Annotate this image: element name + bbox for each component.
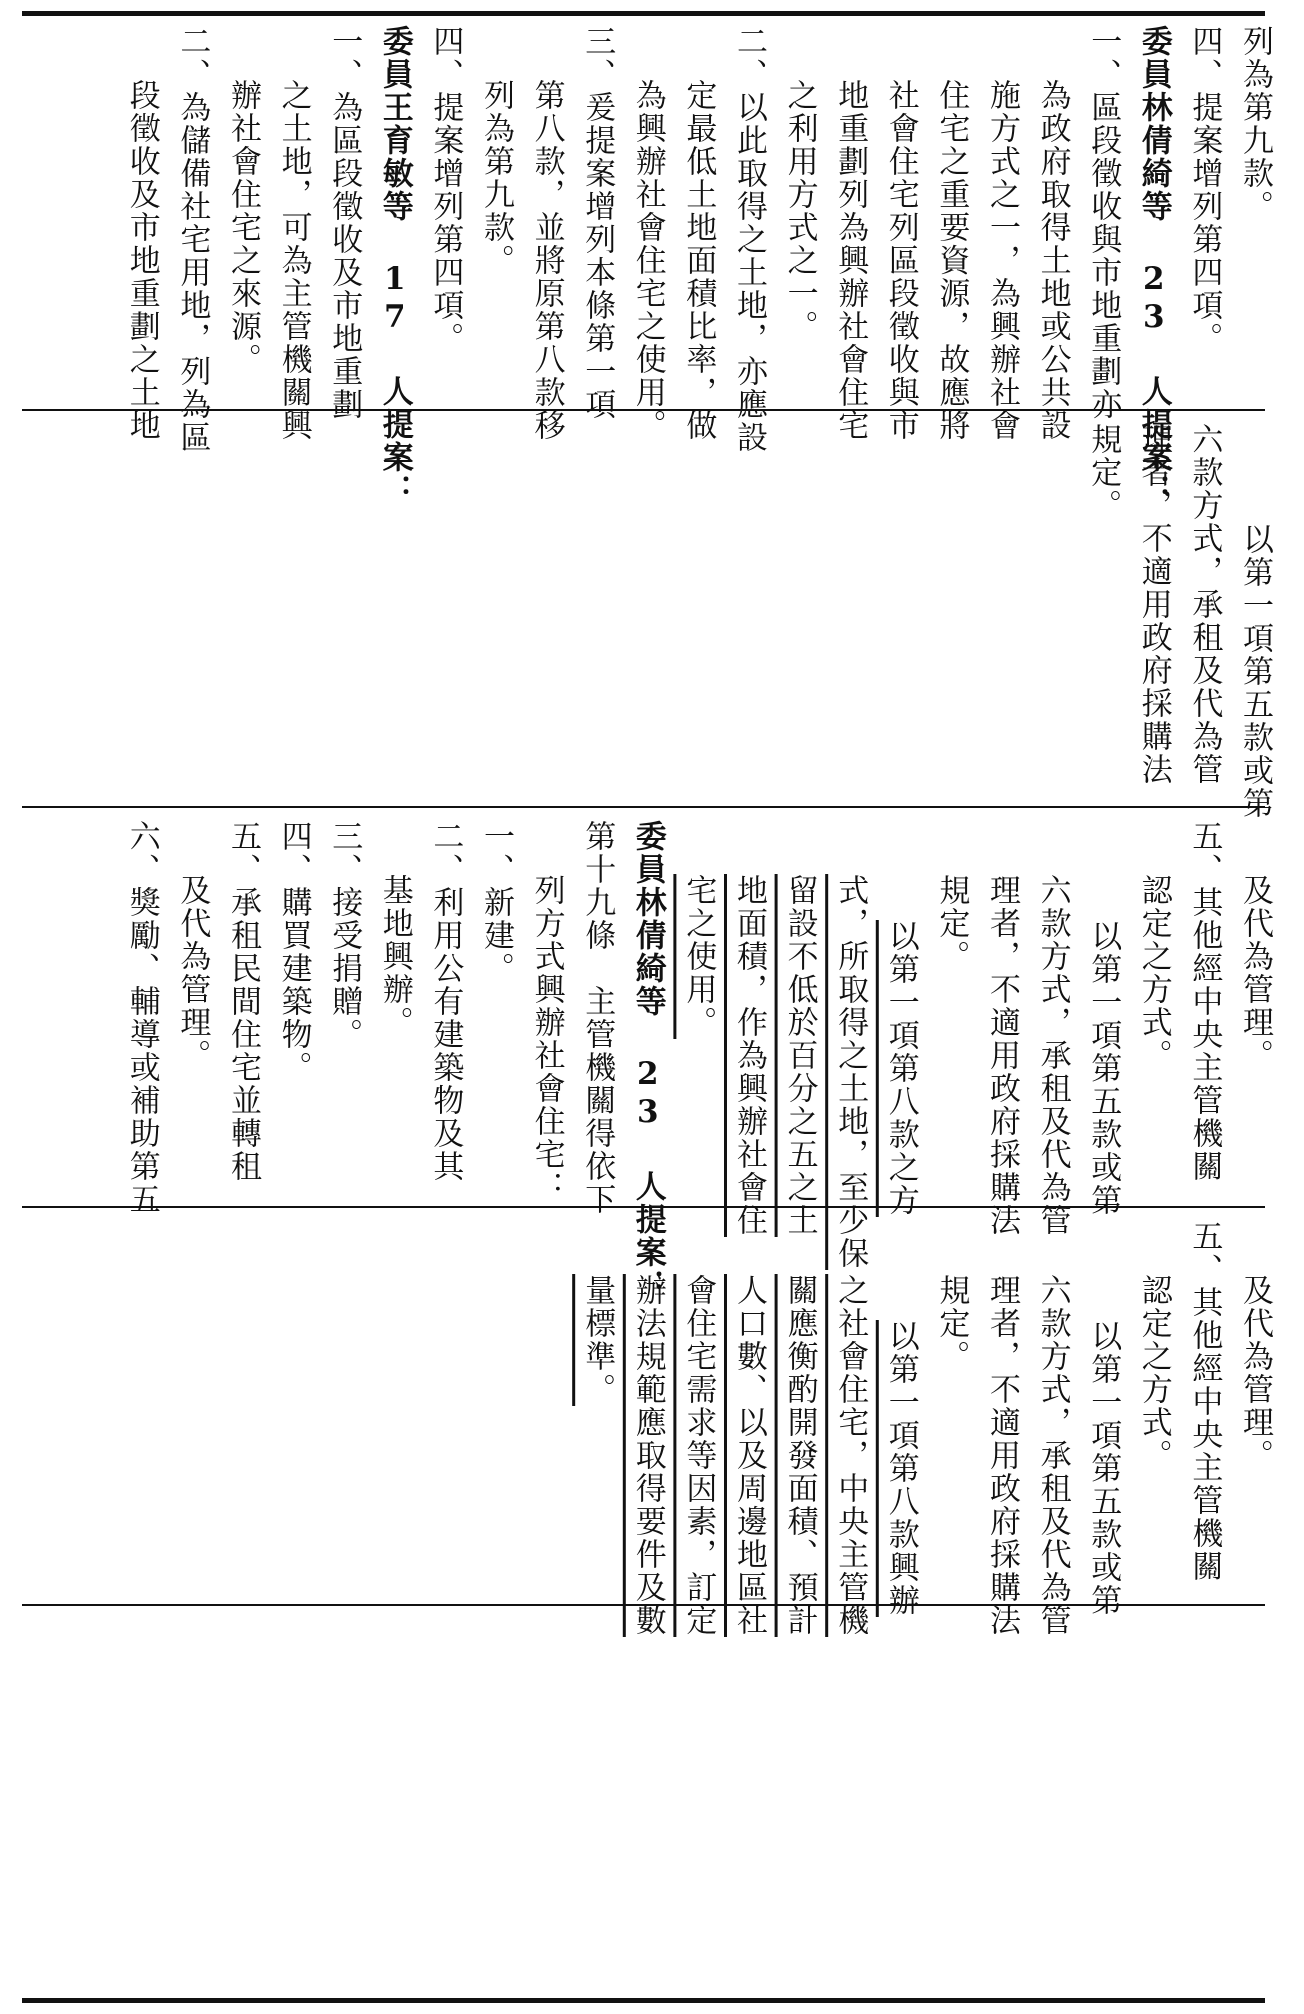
text-line: 六款方式，承租及代為管 bbox=[1186, 423, 1223, 786]
text-line: 列方式興辦社會住宅： bbox=[528, 874, 565, 1204]
text-column bbox=[977, 1220, 1027, 1637]
text-column bbox=[825, 1220, 875, 1637]
text-line: 宅之使用。 bbox=[680, 874, 717, 1039]
text-line: 辦法規範應取得要件及數 bbox=[629, 1274, 666, 1637]
text-column bbox=[673, 820, 723, 1039]
text-line: 式，所取得之土地，至少保 bbox=[832, 874, 869, 1270]
text-column bbox=[167, 820, 217, 1072]
text-column bbox=[1230, 25, 1280, 223]
text-column bbox=[117, 820, 167, 1216]
text-column bbox=[977, 820, 1027, 1237]
text-column bbox=[1028, 1220, 1078, 1637]
text-line: 定最低土地面積比率，做 bbox=[680, 79, 717, 442]
text-column bbox=[572, 25, 622, 421]
text-line: 認定之方式。 bbox=[1135, 1274, 1172, 1472]
text-line: 量標準。 bbox=[579, 1274, 616, 1406]
text-column bbox=[1179, 1220, 1229, 1583]
text-line: 理者，不適用政府採購法 bbox=[984, 874, 1020, 1237]
text-line: 為興辦社會住宅之使用。 bbox=[629, 79, 666, 442]
text-line: 理者，不適用政府採購法 bbox=[1135, 423, 1172, 786]
text-line: 社會住宅列區段徵收與市 bbox=[882, 79, 919, 442]
text-line: 規定。 bbox=[1085, 423, 1122, 522]
text-column bbox=[926, 820, 976, 973]
text-column bbox=[471, 25, 521, 277]
text-column bbox=[775, 1220, 825, 1637]
text-line: 辦社會住宅之來源。 bbox=[225, 79, 261, 376]
text-line: 住宅之重要資源，故應將 bbox=[933, 79, 970, 442]
text-line: 列為第九款。 bbox=[478, 79, 514, 277]
text-line: 二、為儲備社宅用地，列為區 bbox=[174, 25, 211, 454]
text-column bbox=[269, 820, 319, 1084]
text-line: 地重劃列為興辦社會住宅 bbox=[832, 79, 869, 442]
text-column bbox=[724, 25, 774, 454]
text-column bbox=[1230, 820, 1280, 1072]
text-column bbox=[471, 820, 521, 985]
text-column bbox=[1179, 820, 1229, 1183]
text-line: 二、利用公有建築物及其 bbox=[427, 820, 464, 1183]
text-line: 六款方式，承租及代為管 bbox=[1034, 874, 1071, 1237]
text-column bbox=[1028, 25, 1078, 442]
text-line: 之社會住宅，中央主管機 bbox=[832, 1274, 869, 1637]
table-row bbox=[0, 409, 1304, 820]
text-line: 認定之方式。 bbox=[1135, 874, 1172, 1072]
text-column bbox=[1129, 423, 1179, 786]
text-column bbox=[1078, 25, 1128, 421]
table-row bbox=[0, 1206, 1304, 1637]
proposer-heading: 委員林倩綺等 23 人提案： bbox=[629, 820, 666, 1302]
text-column bbox=[420, 820, 470, 1183]
text-line: 及代為管理。 bbox=[1237, 874, 1273, 1072]
text-line: 為政府取得土地或公共設 bbox=[1034, 79, 1071, 442]
text-line: 理者，不適用政府採購法 bbox=[984, 1274, 1020, 1637]
text-line: 以第一項第五款或第 bbox=[1085, 1320, 1122, 1617]
text-column bbox=[1078, 1220, 1128, 1617]
text-column bbox=[1230, 1220, 1280, 1472]
text-column bbox=[775, 820, 825, 1237]
text-column bbox=[876, 25, 926, 442]
text-line: 四、購買建築物。 bbox=[275, 820, 312, 1084]
text-column bbox=[1078, 423, 1128, 522]
text-line: 五、承租民間住宅並轉租 bbox=[225, 820, 261, 1183]
text-column bbox=[623, 1220, 673, 1637]
text-line: 段徵收及市地重劃之土地 bbox=[123, 79, 160, 442]
text-column bbox=[218, 25, 268, 376]
text-line: 三、接受捐贈。 bbox=[326, 820, 363, 1051]
text-line: 五、其他經中央主管機關 bbox=[1186, 820, 1223, 1183]
text-line: 基地興辦。 bbox=[376, 874, 413, 1039]
text-line: 以第一項第五款或第 bbox=[1237, 523, 1273, 820]
text-column bbox=[1179, 423, 1229, 786]
text-column bbox=[218, 820, 268, 1183]
text-column bbox=[825, 820, 875, 1270]
text-line: 六款方式，承租及代為管 bbox=[1034, 1274, 1071, 1637]
text-column bbox=[319, 25, 369, 421]
text-line: 三、爰提案增列本條第一項 bbox=[579, 25, 616, 421]
text-column bbox=[673, 1220, 723, 1637]
text-column bbox=[724, 820, 774, 1237]
text-line: 施方式之一，為興辦社會 bbox=[984, 79, 1020, 442]
text-line: 及代為管理。 bbox=[174, 874, 211, 1072]
text-column bbox=[269, 25, 319, 442]
text-line: 規定。 bbox=[933, 1274, 970, 1373]
text-column bbox=[977, 25, 1027, 442]
text-line: 地面積，作為興辦社會住 bbox=[731, 874, 767, 1237]
bottom-rule bbox=[22, 1998, 1265, 2003]
text-column bbox=[420, 25, 470, 355]
text-line: 會住宅需求等因素，訂定 bbox=[680, 1274, 717, 1637]
text-line: 以第一項第八款興辦 bbox=[882, 1320, 919, 1617]
text-column bbox=[926, 1220, 976, 1373]
text-column bbox=[623, 25, 673, 442]
text-line: 列為第九款。 bbox=[1237, 25, 1273, 223]
text-line: 第八款，並將原第八款移 bbox=[528, 79, 565, 442]
text-column bbox=[724, 1220, 774, 1637]
text-column bbox=[572, 1220, 622, 1406]
text-line: 四、提案增列第四項。 bbox=[427, 25, 464, 355]
text-column bbox=[876, 820, 926, 1217]
text-column bbox=[1179, 25, 1229, 355]
text-line: 一、新建。 bbox=[478, 820, 514, 985]
proposer-heading: 委員林倩綺等 23 人提案： bbox=[1135, 25, 1172, 507]
text-column bbox=[825, 25, 875, 442]
text-column bbox=[167, 25, 217, 454]
text-line: 二、以此取得之土地，亦應設 bbox=[731, 25, 767, 454]
text-line: 四、提案增列第四項。 bbox=[1186, 25, 1223, 355]
text-line: 留設不低於百分之五之土 bbox=[781, 874, 818, 1237]
text-column bbox=[522, 820, 572, 1204]
text-line: 之利用方式之一。 bbox=[781, 79, 818, 343]
text-column bbox=[117, 25, 167, 442]
text-line: 以第一項第八款之方 bbox=[882, 920, 919, 1217]
text-line: 及代為管理。 bbox=[1237, 1274, 1273, 1472]
text-column bbox=[1129, 820, 1179, 1072]
text-column bbox=[926, 25, 976, 442]
text-line: 人口數、以及周邊地區社 bbox=[731, 1274, 767, 1637]
text-column bbox=[876, 1220, 926, 1617]
text-column bbox=[1129, 1220, 1179, 1472]
text-column bbox=[775, 25, 825, 343]
text-column bbox=[572, 820, 622, 1216]
text-line: 之土地，可為主管機關興 bbox=[275, 79, 312, 442]
text-column bbox=[673, 25, 723, 442]
text-line: 五、其他經中央主管機關 bbox=[1186, 1220, 1223, 1583]
text-column bbox=[319, 820, 369, 1051]
text-line: 以第一項第五款或第 bbox=[1085, 920, 1122, 1217]
text-column bbox=[370, 820, 420, 1039]
text-line: 六、獎勵、輔導或補助第五 bbox=[123, 820, 160, 1216]
table-row bbox=[0, 806, 1304, 1302]
text-column bbox=[1078, 820, 1128, 1217]
text-column bbox=[1230, 423, 1280, 820]
text-line: 關應衡酌開發面積、預計 bbox=[781, 1274, 818, 1637]
text-column bbox=[1028, 820, 1078, 1237]
text-column bbox=[522, 25, 572, 442]
text-line: 一、區段徵收與市地重劃亦 bbox=[1085, 25, 1122, 421]
text-line: 一、為區段徵收及市地重劃 bbox=[326, 25, 363, 421]
text-line: 規定。 bbox=[933, 874, 970, 973]
text-line: 第十九條 主管機關得依下 bbox=[579, 820, 616, 1216]
proposer-heading: 委員王育敏等 17 人提案： bbox=[376, 25, 413, 507]
